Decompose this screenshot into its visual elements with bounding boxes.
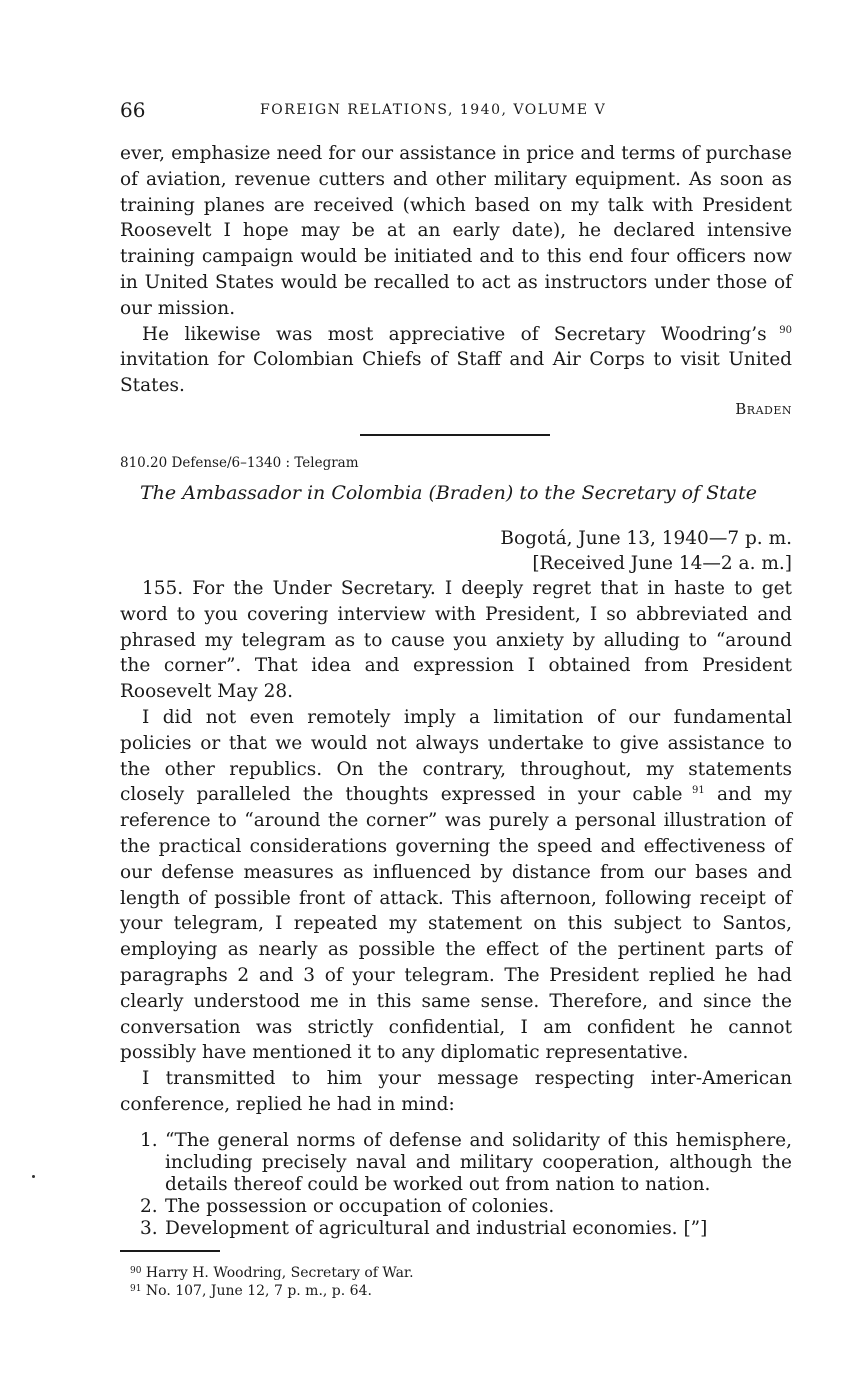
list-item-text: “The general norms of defense and solidarity of this hemisphere, including precisely naval and military cooperation, although the details thereof could be worked out from nation to nation. — [165, 1130, 792, 1195]
list-item — [120, 1130, 792, 1196]
telegram-body — [120, 576, 792, 1118]
dateline-block — [120, 526, 792, 576]
footnote-text: Harry H. Woodring, Secretary of War. — [145, 1265, 414, 1281]
list-item-text: Development of agricultural and industrial economies. [”] — [165, 1218, 708, 1239]
list-item-number: 1. — [140, 1130, 158, 1151]
footnote-ref-90: 90 — [779, 324, 792, 336]
telegram-paragraph-1: 155. For the Under Secretary. I deeply regret that in haste to get word to you covering interview with President, I so abbreviated and phrased my telegram as to cause you anxiety by alluding to “around the corner”. That idea and expression I obtained from President Roosevelt May 28. — [120, 578, 792, 703]
telegram-paragraph-2 — [120, 705, 792, 1066]
woodring-text-after: invitation for Colombian Chiefs of Staff and Air Corps to visit United States. — [120, 349, 792, 397]
document-title: The Ambassador in Colombia (Braden) to the Secretary of State — [140, 482, 758, 504]
woodring-text-before: He likewise was most appreciative of Secretary Woodring’s — [142, 323, 767, 345]
numbered-list — [120, 1130, 792, 1240]
telegram-p2-after: and my reference to “around the corner” was purely a personal illustration of the practical considerations governing the speed and effectiveness of our defense measures as influenced by distance from our bases and length of possible front of attack. This afternoon, following receipt of your telegram, I repeated my statement on this subject to Santos, employing as nearly as possible the effect of the pertinent parts of paragraphs 2 and 3 of your telegram. The President replied he had clearly understood me in this same sense. Therefore, and since the conversation was strictly confidential, I am confident he cannot possibly have mentioned it to any diplomatic representative. — [120, 784, 792, 1064]
list-item-number: 2. — [140, 1196, 158, 1217]
dateline: Bogotá, June 13, 1940—7 p. m. — [500, 528, 792, 549]
stray-mark — [32, 1175, 35, 1178]
list-item — [120, 1196, 792, 1218]
footnote-mark: 91 — [130, 1284, 142, 1294]
footnote-ref-91: 91 — [692, 785, 705, 797]
signature: Braden — [735, 400, 792, 418]
received-line: [Received June 14—2 a. m.] — [532, 553, 792, 574]
document-reference: 810.20 Defense/6–1340 : Telegram — [120, 455, 359, 471]
woodring-paragraph — [120, 322, 792, 399]
list-item-number: 3. — [140, 1218, 158, 1239]
footnote-mark: 90 — [130, 1266, 142, 1276]
footnotes — [130, 1264, 414, 1300]
section-divider — [360, 434, 550, 436]
footnote-text: No. 107, June 12, 7 p. m., p. 64. — [145, 1283, 372, 1299]
footnote-90 — [130, 1264, 414, 1282]
continuation-text — [120, 141, 792, 399]
footnote-91 — [130, 1282, 414, 1300]
footnote-divider — [120, 1250, 220, 1252]
continuation-paragraph: ever, emphasize need for our assistance in price and terms of purchase of aviation, revenue cutters and other military equipment. As soon as training planes are received (which based on my talk with President Roosevelt I hope may be at an early date), he declared intensive training campaign would be initiated and to this end four officers now in United States would be recalled to act as instructors under those of our mission. — [120, 143, 792, 319]
page-number: 66 — [120, 98, 146, 122]
list-item — [120, 1218, 792, 1240]
list-item-text: The possession or occupation of colonies. — [165, 1196, 555, 1217]
telegram-paragraph-3: I transmitted to him your message respecting inter-American conference, replied he had in mind: — [120, 1068, 792, 1115]
page-header — [120, 98, 792, 122]
telegram-p2-before: I did not even remotely imply a limitation of our fundamental policies or that we would not always undertake to give assistance to the other republics. On the contrary, throughout, my statements closely paralleled the thoughts expressed in your cable — [120, 706, 792, 806]
running-head: FOREIGN RELATIONS, 1940, VOLUME V — [260, 102, 607, 118]
